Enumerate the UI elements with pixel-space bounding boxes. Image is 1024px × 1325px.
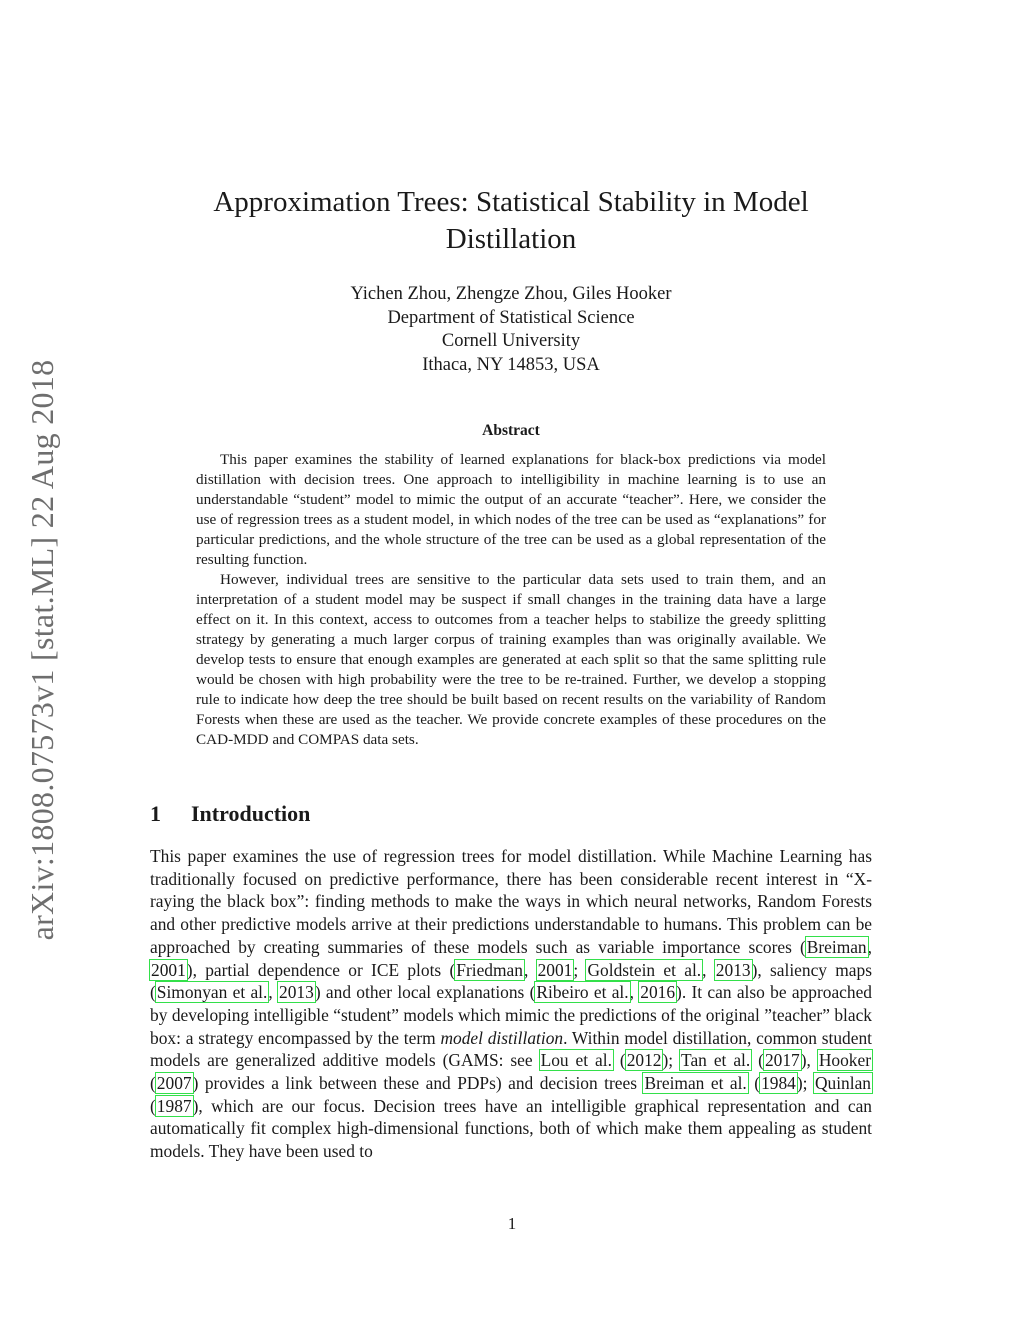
emphasized-term: model distillation: [440, 1027, 564, 1048]
intro-text: ), which are our focus. Decision trees have an intelligible graphical representation and can automatically fit complex high-dimensional functions, both of which make them appealing as student models. They have been used to: [150, 1095, 872, 1162]
citation-link-lou-year[interactable]: 2012: [626, 1050, 662, 1071]
citation-link-breiman-et-al-year[interactable]: 1984: [761, 1073, 796, 1094]
intro-text: );: [796, 1073, 814, 1094]
department: Department of Statistical Science: [387, 307, 635, 328]
intro-text: (: [150, 1095, 156, 1116]
citation-link-lou[interactable]: Lou et al.: [540, 1050, 612, 1071]
intro-text: ),: [800, 1050, 818, 1071]
citation-link-breiman[interactable]: Breiman: [806, 936, 867, 957]
intro-text: );: [662, 1050, 681, 1071]
intro-text: ,: [268, 982, 279, 1003]
citation-link-simonyan[interactable]: Simonyan et al.: [156, 982, 268, 1003]
intro-text: ) provides a link between these and PDPs) and decision trees: [192, 1073, 644, 1094]
intro-text: (: [612, 1050, 626, 1071]
page-number: 1: [507, 1214, 517, 1233]
arxiv-identifier: arXiv:1808.07573v1 [stat.ML] 22 Aug 2018: [24, 359, 60, 941]
intro-text: This paper examines the use of regression trees for model distillation. While Machine Learning has traditionally focused on predictive performance, there has been considerable recent interest in “X-raying the black box”: finding methods to make the ways in which neural networks, Random Forests and other predictive models arrive at their predictions understandable to humans. This problem can be approached by creating summaries of these models such as variable importance scores (: [150, 846, 872, 957]
intro-text: ,: [629, 982, 640, 1003]
abstract-paragraph-1: This paper examines the stability of learned explanations for black-box predictions via model distillation with decision trees. One approach to intelligibility in machine learning is to use an understandable “student” model to mimic the output of an accurate “teacher”. Here, we consider the use of regression trees as a student model, in which nodes of the tree can be used as “explanations” for particular predictions, and the whole structure of the tree can be used as a global representation of the resulting function.: [196, 451, 826, 568]
title-line-1: Approximation Trees: Statistical Stability in Model: [213, 186, 809, 218]
title-line-2: Distillation: [445, 223, 577, 255]
intro-text: (: [747, 1073, 761, 1094]
intro-text: ,: [523, 959, 537, 980]
introduction-paragraph: [150, 845, 872, 1163]
intro-text: ,: [867, 936, 872, 957]
intro-text: ), saliency maps (: [150, 959, 872, 1003]
citation-link-goldstein-year[interactable]: 2013: [715, 959, 751, 980]
citation-link-friedman[interactable]: Friedman: [456, 959, 523, 980]
citation-link-ribeiro-year[interactable]: 2016: [640, 982, 676, 1003]
intro-text: ;: [573, 959, 587, 980]
citation-link-ribeiro[interactable]: Ribeiro et al.: [536, 982, 629, 1003]
university: Cornell University: [441, 331, 581, 351]
intro-text: . Within model distillation, common student models are generalized additive models (GAMS: see: [150, 1027, 872, 1071]
section-heading-introduction: [150, 800, 310, 828]
citation-link-breiman-year[interactable]: 2001: [151, 959, 186, 980]
intro-text: ), partial dependence or ICE plots (: [186, 959, 456, 980]
citation-link-tan-year[interactable]: 2017: [764, 1050, 800, 1071]
abstract-heading: Abstract: [482, 422, 540, 439]
author-block: [150, 283, 872, 377]
address: Ithaca, NY 14853, USA: [422, 354, 600, 375]
citation-link-hooker-year[interactable]: 2007: [156, 1073, 192, 1094]
author-names: Yichen Zhou, Zhengze Zhou, Giles Hooker: [350, 284, 672, 304]
abstract-paragraph-2: However, individual trees are sensitive to the particular data sets used to train them, and an interpretation of a student model may be suspect if small changes in the training data have a large effect on it. In this context, access to outcomes from a teacher helps to stabilize the greedy splitting strategy by generating a much larger corpus of training examples than was originally available. We develop tests to ensure that enough examples are generated at each split so that the same splitting rule would be chosen with high probability were the tree to be re-trained. Further, we develop a stopping rule to indicate how deep the tree should be built based on recent results on the variability of Random Forests when these are used as the teacher. We provide concrete examples of these procedures on the CAD-MDD and COMPAS data sets.: [196, 571, 826, 748]
citation-link-tan[interactable]: Tan et al.: [681, 1050, 751, 1071]
citation-link-breiman-et-al[interactable]: Breiman et al.: [644, 1073, 747, 1094]
intro-text: ,: [702, 959, 715, 980]
intro-text: (: [751, 1050, 764, 1071]
section-number: 1: [150, 801, 161, 826]
intro-text: ). It can also be approached by developing intelligible “student” models which mimic the predictions of the original ”teacher” black box: a strategy encompassed by the term: [150, 982, 872, 1048]
citation-link-goldstein[interactable]: Goldstein et al.: [587, 959, 702, 980]
citation-link-simonyan-year[interactable]: 2013: [279, 982, 314, 1003]
citation-link-quinlan-year[interactable]: 1987: [156, 1095, 192, 1116]
intro-text: ) and other local explanations (: [314, 982, 536, 1003]
citation-link-quinlan[interactable]: Quinlan: [814, 1073, 871, 1094]
abstract-body: [196, 450, 826, 750]
citation-link-friedman-year[interactable]: 2001: [537, 959, 573, 980]
intro-text: (: [150, 1073, 156, 1094]
section-title: Introduction: [191, 801, 311, 826]
paper-title: [150, 184, 872, 258]
citation-link-hooker[interactable]: Hooker: [818, 1050, 871, 1071]
